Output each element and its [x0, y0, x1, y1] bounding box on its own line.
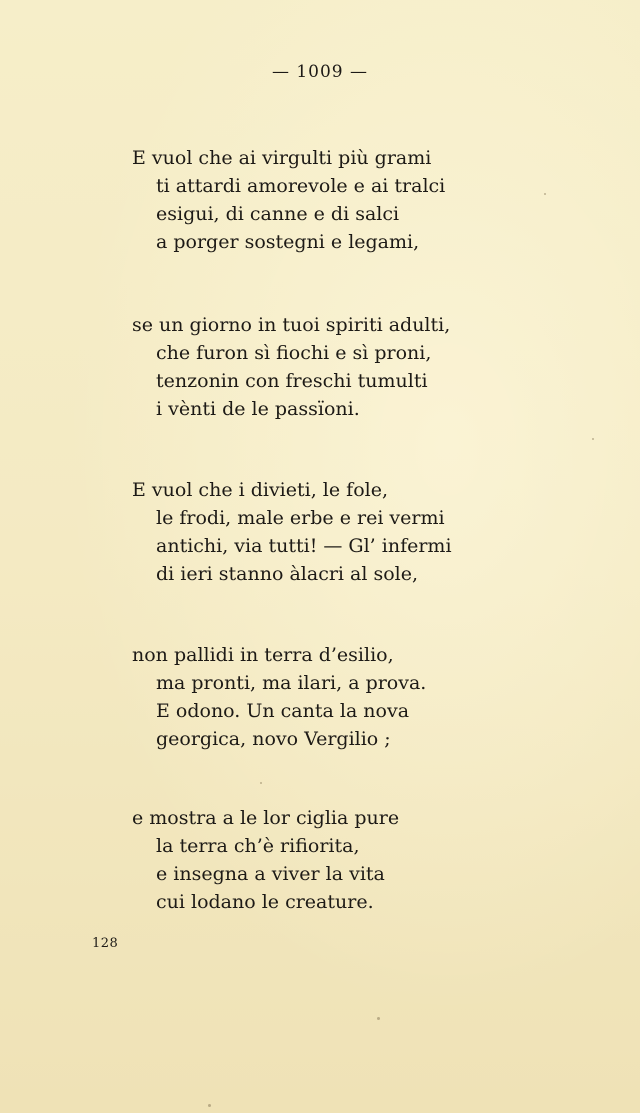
- paper-speck: [377, 1017, 380, 1020]
- verse-line: non pallidi in terra d’esilio,: [132, 644, 394, 666]
- paper-speck: [260, 782, 262, 784]
- stanza-1: [132, 144, 592, 256]
- verse-line: i vènti de le passïoni.: [156, 398, 360, 420]
- verse-line: E vuol che ai virgulti più grami: [132, 147, 432, 169]
- stanza-4: [132, 641, 592, 753]
- stanza-5: [132, 804, 592, 916]
- verse-line: cui lodano le creature.: [156, 891, 374, 913]
- paper-speck: [208, 1104, 211, 1107]
- verse-line: se un giorno in tuoi spiriti adulti,: [132, 314, 451, 336]
- verse-line: ti attardi amorevole e ai tralci: [156, 175, 446, 197]
- verse-line: ma pronti, ma ilari, a prova.: [156, 672, 427, 694]
- verse-line: a porger sostegni e legami,: [156, 231, 420, 253]
- verse-line: la terra ch’è rifiorita,: [156, 835, 360, 857]
- paper-speck: [544, 193, 546, 195]
- verse-line: tenzonin con freschi tumulti: [156, 370, 428, 392]
- verse-line: georgica, novo Vergilio ;: [156, 728, 391, 750]
- stanza-3: [132, 476, 592, 588]
- verse-line: e insegna a viver la vita: [156, 863, 385, 885]
- verse-line: che furon sì fiochi e sì proni,: [156, 342, 432, 364]
- verse-line: esigui, di canne e di salci: [156, 203, 400, 225]
- stanza-2: [132, 311, 592, 423]
- verse-line: antichi, via tutti! — Gl’ infermi: [156, 535, 452, 557]
- verse-line: E vuol che i divieti, le fole,: [132, 479, 388, 501]
- paper-speck: [592, 438, 594, 440]
- verse-line: di ieri stanno àlacri al sole,: [156, 563, 419, 585]
- signature-mark: 128: [92, 936, 119, 951]
- verse-line: E odono. Un canta la nova: [156, 700, 410, 722]
- verse-line: e mostra a le lor ciglia pure: [132, 807, 400, 829]
- page-number: — 1009 —: [271, 62, 369, 82]
- verse-line: le frodi, male erbe e rei vermi: [156, 507, 445, 529]
